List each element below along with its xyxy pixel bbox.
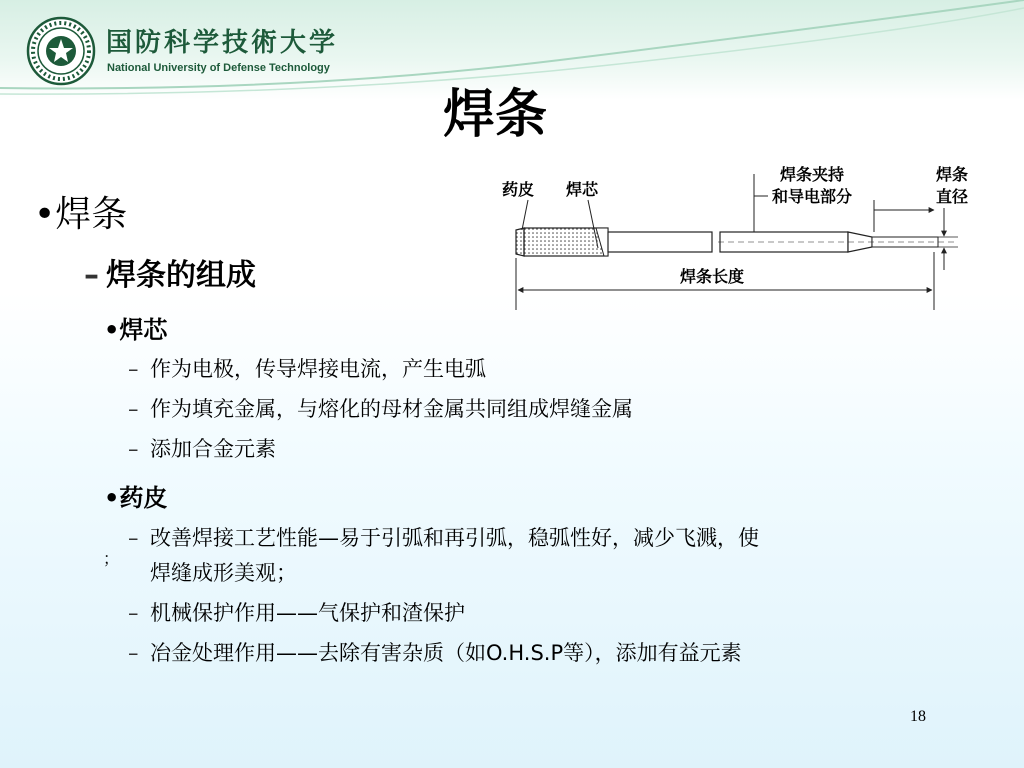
core-item [128, 392, 633, 426]
coating-heading: 药皮 [119, 484, 168, 512]
label-diameter-2: 直径 [936, 187, 969, 206]
bullet-level2 [84, 250, 256, 294]
bullet-core [104, 310, 167, 345]
electrode-diagram [488, 160, 988, 320]
level1-text: 焊条 [55, 194, 128, 235]
coating-item-text: 焊缝成形美观； [150, 561, 297, 585]
bullet-dot: • [104, 316, 120, 344]
university-name-cn: 国防科学技術大学 [106, 28, 339, 58]
university-name-en: National University of Defense Technology [107, 62, 330, 74]
dash-marker: – [128, 397, 139, 421]
bullet-coating [104, 478, 167, 513]
label-clamp-1: 焊条夹持 [780, 165, 845, 184]
coating-item-text: 机械保护作用——气保护和渣保护 [150, 601, 465, 625]
label-clamp-2: 和导电部分 [772, 187, 853, 206]
slide-title: 焊条 [442, 85, 547, 145]
core-item-text: 作为电极，传导焊接电流，产生电弧 [150, 357, 486, 381]
dash-marker: – [128, 601, 139, 625]
coating-item-continued [150, 556, 297, 590]
bullet-dot: • [104, 484, 120, 512]
label-length: 焊条长度 [680, 267, 745, 286]
dash-marker: – [128, 526, 139, 550]
dash-marker: – [84, 258, 99, 293]
dash-marker: – [128, 437, 139, 461]
dash-marker: – [128, 641, 139, 665]
page-number: 18 [910, 708, 926, 725]
coating-item-text: 冶金处理作用——去除有害杂质（如O.H.S.P等），添加有益元素 [150, 641, 742, 665]
stray-mark: ； [103, 549, 120, 568]
core-item-text: 添加合金元素 [150, 437, 276, 461]
label-diameter-1: 焊条 [936, 165, 969, 184]
bullet-level1 [34, 186, 127, 237]
coating-item-text: 改善焊接工艺性能—易于引弧和再引弧，稳弧性好，减少飞溅，使 [150, 526, 759, 550]
level2-text: 焊条的组成 [106, 258, 256, 293]
coating-item [128, 596, 465, 630]
coating-item [128, 521, 759, 555]
coating-item [128, 636, 742, 670]
label-core: 焊芯 [566, 180, 599, 199]
core-heading: 焊芯 [119, 316, 168, 344]
core-item [128, 352, 486, 386]
dash-marker: – [128, 357, 139, 381]
core-item-text: 作为填充金属，与熔化的母材金属共同组成焊缝金属 [150, 397, 633, 421]
core-item [128, 432, 276, 466]
label-coating: 药皮 [502, 180, 535, 199]
bullet-dot: • [34, 194, 56, 235]
